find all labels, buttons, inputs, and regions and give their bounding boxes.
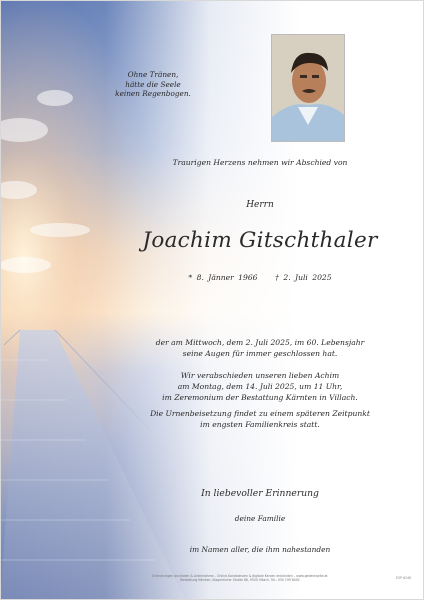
paragraph-line: der am Mittwoch, dem 2. Juli 2025, im 60. Lebensjahr bbox=[155, 338, 365, 347]
life-dates bbox=[110, 273, 410, 282]
passing-paragraph bbox=[110, 337, 410, 359]
paragraph-line: seine Augen für immer geschlossen hat. bbox=[182, 349, 338, 358]
document-code: ESP 6246 bbox=[396, 576, 412, 580]
farewell-paragraph bbox=[110, 370, 410, 403]
birth-date: * 8. Jänner 1966 bbox=[188, 273, 258, 282]
footer-line: Erinnerungen anzünden & Anteilnahme – Online-Kondolenzen & digitale Kerzen entzünden – www.gedenkseite.at bbox=[152, 574, 328, 578]
funeral-home-footer bbox=[90, 574, 390, 583]
deceased-name: Joachim Gitschthaler bbox=[142, 228, 378, 253]
closing-remembrance: In liebevoller Erinnerung bbox=[201, 488, 319, 499]
paragraph-line: im engsten Familienkreis statt. bbox=[200, 420, 320, 429]
paragraph-line: Wir verabschieden unseren lieben Achim bbox=[180, 371, 340, 380]
salutation: Herrn bbox=[246, 200, 274, 210]
quote-line: keinen Regenbogen. bbox=[115, 89, 191, 99]
quote-line: hätte die Seele bbox=[125, 79, 181, 89]
intro-text: Traurigen Herzens nehmen wir Abschied von bbox=[172, 158, 348, 167]
family-signature: deine Familie bbox=[234, 514, 286, 523]
paragraph-line: im Zeremonium der Bestattung Kärnten in Villach. bbox=[162, 393, 358, 402]
paragraph-line: am Montag, dem 14. Juli 2025, um 11 Uhr, bbox=[177, 382, 343, 391]
others-signature: im Namen aller, die ihm nahestanden bbox=[189, 545, 331, 554]
death-date: † 2. Juli 2025 bbox=[275, 273, 332, 282]
paragraph-line: Die Urnenbeisetzung findet zu einem späteren Zeitpunkt bbox=[150, 409, 370, 418]
urn-paragraph bbox=[110, 408, 410, 430]
poem-quote bbox=[98, 70, 208, 99]
quote-line: Ohne Tränen, bbox=[127, 70, 179, 79]
footer-line: Bestattung Kärnten, Klagenfurter Straße 68, 9500 Villach, Tel.: 050 199 8400 bbox=[180, 578, 300, 583]
portrait-photo bbox=[271, 34, 345, 142]
